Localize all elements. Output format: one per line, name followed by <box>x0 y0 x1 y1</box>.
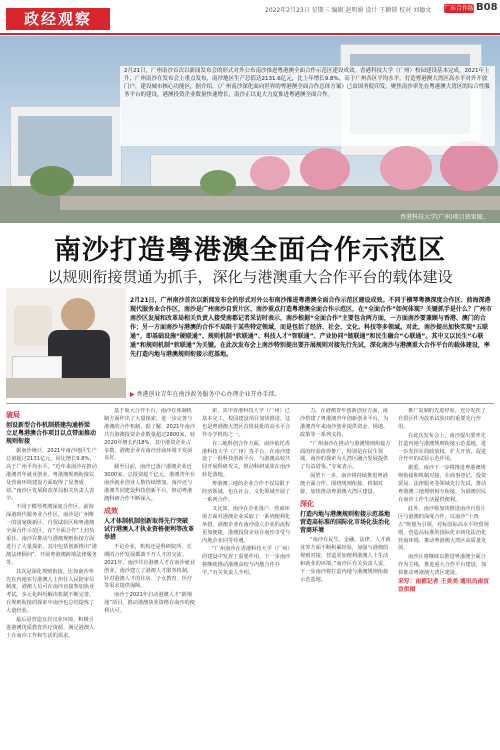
section-title: 打造内地与港澳规则衔接示范基地 营造高标准的国际化市场化法治化营商环境 <box>300 510 391 534</box>
body-paragraph: “南沙在民生、金融、法律、人才就业等方面不断积累经验，加强与港澳的规则对接，营造更加便利港澳人士生活和就业的环境。”南沙区有关负责人说，下一步南沙将打造内地与港澳规则衔接示范基地。 <box>300 536 391 583</box>
caption-text: 香港创业青年在南沙政务服务中心办理企业开办手续。 <box>136 391 281 398</box>
hero-caption: 香港科技大学(广州)项目效果图。 <box>400 214 489 221</box>
column-5 <box>398 408 489 745</box>
body-paragraph: 基于重大合作平台，南沙在体制机制方面作出了大量探索，进一步完善与港澳的合作机制。据了解，2021年南沙共有港澳投资企业数量超过2800家，较2020年增长约18%，其中港资企业占多数，港澳企业在南沙营商环境下发展良好。 <box>104 408 195 462</box>
body-paragraph: 最后是营造宜居宜业环境，积极引进港澳优质教育医疗资源，满足港澳人士在南沙工作和生活的需求。 <box>6 617 95 639</box>
blossom-tree <box>250 156 290 190</box>
header-rule <box>0 33 500 35</box>
green-tree <box>200 170 236 196</box>
page-header <box>0 0 500 30</box>
byline: 采写：南都记者 王美美 通讯员南宣宣供图 <box>398 579 489 593</box>
page-number: B08 <box>476 2 498 13</box>
service-center-caption <box>130 389 281 398</box>
section-banner: 政经观察 <box>6 8 110 30</box>
body-paragraph: “广州南沙在香港科技大学（广州）的建设中发挥了重要作用，下一步南沙将继续推动港澳高校与内地合作办学。”有关负责人介绍。 <box>202 546 293 577</box>
blossom-tree <box>300 148 350 190</box>
body-paragraph: 在此次发布会上，南沙提出要率先打造内地与港澳规则衔接示范基地，进一步发挥在简政放权、扩大开放、促进合作中的试验示范作用。 <box>398 432 487 463</box>
body-paragraph: 此外，南沙将加快推进南沙自贸片区与港澳的深度合作，以南沙“十四五”规划为引领，对标国际高水平经贸规则，营造高标准的国际化市场化法治化营商环境，推动粤港澳大湾区高质量发展。 <box>398 505 489 552</box>
column-3 <box>202 408 293 745</box>
edition-badge: 广东合作版 <box>444 5 475 12</box>
section-title: 深化 <box>300 499 314 508</box>
body-paragraph: 据悉，南沙下一步将推进粤港澳规则衔接和机制对接，在商事登记、投资贸易、法律服务等领域先行先试，推动粤港澳三地规则相互衔接，为港澳居民在南沙工作生活提供便利。 <box>398 465 487 503</box>
desk <box>6 378 126 398</box>
body-paragraph: 在三地科创合作方面，南沙依托香港科技大学（广州）等平台，在南沙建设了一批科技创新平台，与港澳高校共同开展科研攻关，推动科研成果在南沙转化落地。 <box>202 440 291 479</box>
issue-info: 2022年2月23日 星期三 编辑 赵明娟 设计 王颖锁 校对 刘德文 <box>265 7 432 14</box>
blossom-tree <box>380 146 432 190</box>
lead-paragraph: 2月21日，广州南沙首次以新闻发布会的形式对外公布南沙推进粤港澳全面合作示范区建设成效。香港科技大学（广州）校园建设基本完成，2021年上升，广州南沙在发布会上重点发布，南沙地区生产总值达2131.6亿元，比上年增长9.8%，高于广州各区平均水平。打造粤港澳大湾区高水平对外开放门户，建设城市核心功能区，据介绍，《广州南沙深化面向世界的粤港澳全面合作总体方案》已由国务院印发，聚焦南沙率先在粤港澳大湾区的综合性服务平台的建设，港澳投资企业数量快速增长，南沙正以更大力度推进粤港澳全面合作。 <box>124 68 490 99</box>
counter-panel <box>14 306 52 346</box>
body-paragraph: 力。在港澳青年创新创业方面，南沙搭建了粤港澳青年创新创业平台，为港澳青年来南沙创业提供资金、场地、政策等一系列支持。 <box>300 408 389 438</box>
body-paragraph: 不同于横琴粤澳深度合作区、前海深港现代服务业合作区，南沙是广州唯一的国家级新区、自贸试验区和粤港澳全面合作示范区，在“全面合作”上肩负重任。南沙在推动与港澳规则衔接方面进行了大量探索，其中包括创新推出“港澳法律顾问”，开展粤港澳跨境法律服务等。 <box>6 504 97 566</box>
body-paragraph: 索，其中香港科技大学（广州）已基本完工，校园建设项目加快推进。这也是粤港澳大湾区首批获批的高水平合作办学机构之一。 <box>202 408 291 438</box>
body-paragraph: 粤港澳三地的企业合作不仅局限于经济领域，也在社会、文化领域开展了一系列合作。 <box>202 481 291 503</box>
section-title: 成效 <box>104 506 118 515</box>
column-2 <box>104 408 195 745</box>
service-center-photo <box>6 288 126 398</box>
column-4 <box>300 408 391 745</box>
road <box>60 196 500 210</box>
section-title: 破局 <box>6 411 20 419</box>
body-paragraph: 不论企业，机构还是科研院所，长期的合作发展都离不开人才的交流。2021年，南沙共有港澳人才在南沙就业创业，南沙建立了港澳人才服务机制，针对港澳人才的住房、子女教育、医疗等需求提供保障。 <box>104 543 195 590</box>
building-left-glass <box>18 116 112 176</box>
summary-paragraph: 2月21日，广州南沙首次以新闻发布会的形式对外公布南沙推进粤港澳全面合作示范区建设成效。不同于横琴粤澳深度合作区、前海深港现代服务业合作区，南沙是广州南沙自贸片区、南沙重点打造粤港澳全面合作示范区，在“全面合作”如何体现？关键抓手是什么？广州市南沙区发展和改革局相关负责人接受南都记者采访时表示，南沙根据“全面合作”主要包含两方面，一方面南沙要兼顾与香港、澳门的合作；另一方面南沙与港澳的合作不局限于某些特定领域，而是包括了经济、社会、文化、科技等多领域。对此，南沙提出加快实现“五联通”，即基础设施“硬联通”、规则机制“软联通”、科技人才“智联通”、产业协同“链联通”和民生融合“心联通”。其中又以民生“心联通”和规则机制“软联通”为关键。在此次发布会上南沙特别提出要开展规则对接先行先试，深化南沙与港澳重大合作平台的载体建设，率先打造内地与港澳规则衔接示范基地。 <box>130 297 492 358</box>
headline: 南沙打造粤港澳全面合作示范区 <box>54 235 446 266</box>
caption-marker-icon: ▶ <box>130 391 135 398</box>
body-paragraph: 其次是深化规则衔接。比如南沙率先在内地实行港澳人士担任人民陪审员制度，港澳人员可在南沙直接参加执业考试。多元化纠纷解决机制不断完善，在规则衔接的探索中南沙也总结提炼了大量经验。 <box>6 568 95 615</box>
person-head <box>61 298 95 332</box>
body-paragraph: 截至目前，南沙已落户港澳企业近3000家，总投资超千亿元，港澳青年在南沙就业创业人数持续增加。南沙还与港澳共同建设科技创新平台，推动粤港澳科研合作不断深入。 <box>104 464 195 502</box>
subheadline: 以规则衔接贯通为抓手，深化与港澳重大合作平台的载体建设 <box>47 268 453 286</box>
body-paragraph: 展望下一步，南沙将持续推进粤港澳全面合作，围绕规则衔接、机制对接，加快推动粤港澳大湾区建设。 <box>300 473 388 496</box>
section-title: 创设新型合作机制搭建沟通桥梁 立足粤港澳合作项目以点带面推动规则衔接 <box>6 422 97 445</box>
body-paragraph: 推广复制的先进经验，充分发挥了自贸区作为改革试验田的重要先行作用。 <box>398 408 486 430</box>
green-tree <box>30 166 74 196</box>
body-paragraph: 据南沙统计，2021年南沙地区生产总值超过2131亿元，同比增长9.8%，高于广州平均水平。“近年来南沙在推动港澳青年就业创业、粤港澳规则衔接以及营商环境建设方面取得了显著成效。”南沙区发展和改革局相关负责人表示。 <box>6 448 97 502</box>
body-paragraph: 南沙于2021年启动港澳人才“跨境通”项目，推动港澳执业资格在南沙的便利认可。 <box>104 592 195 615</box>
section-title: 人才体制机制创新取得先行突破 试行港澳人才执业资格便利等改革举措 <box>104 517 195 541</box>
body-paragraph: 南沙区将继续以推进粤港澳全面合作为主线，推进重大合作平台建设，加快推动粤港澳大湾区建设。 <box>398 554 487 577</box>
blossom-tree <box>440 141 498 191</box>
document <box>12 356 62 380</box>
body-paragraph: “广州南沙在推动与港澳规则衔接方面的经验值得推广，特别是在民生领域，南沙的探索为大湾区融合发展提供了有益借鉴。”专家表示。 <box>300 440 391 471</box>
column-1 <box>6 408 97 745</box>
body-paragraph: 又比如，南沙在企业落户、营商环境方面对港澳企业采取了一系列便利化举措，港澳企业在南沙设立企业的流程更加便捷。港澳投资企业在南沙享受与内地企业同等待遇。 <box>202 505 291 544</box>
section-divider <box>6 403 494 404</box>
